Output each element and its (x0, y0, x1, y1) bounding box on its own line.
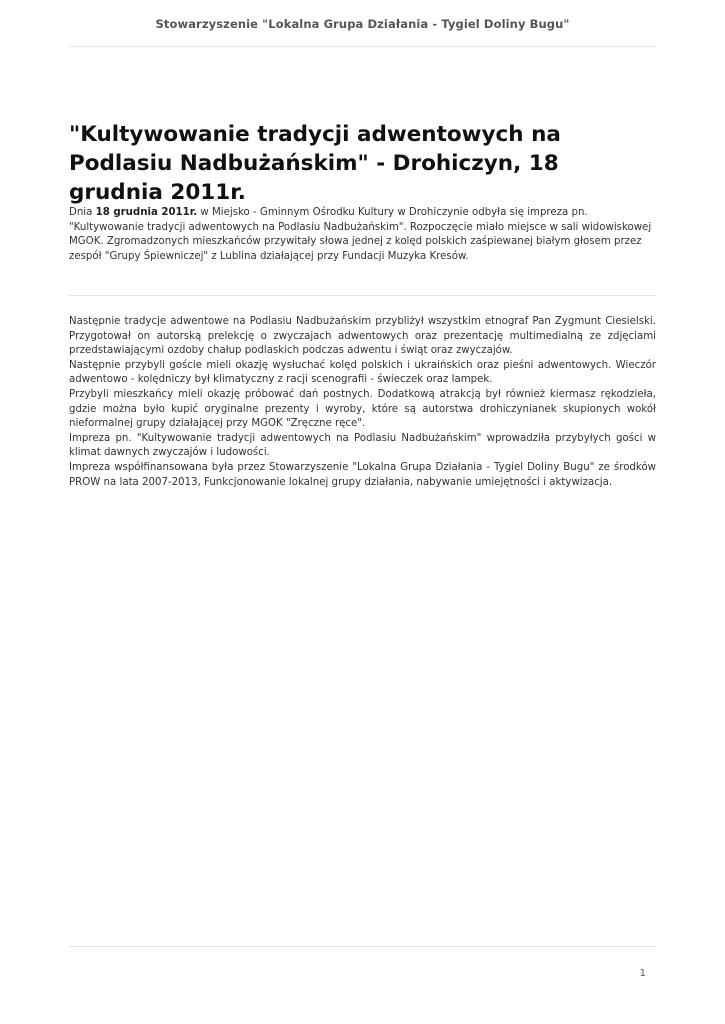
article-body (69, 315, 656, 490)
footer-divider (69, 946, 656, 947)
article-title: "Kultywowanie tradycji adwentowych na Podlasiu Nadbużańskim" - Drohiczyn, 18 grudnia 2011r. (69, 122, 561, 205)
page-number: 1 (639, 968, 646, 979)
body-paragraph: Następnie tradycje adwentowe na Podlasiu Nadbużańskim przybliżył wszystkim etnograf Pan Zygmunt Ciesielski. Przygotował on autorską prelekcję o zwyczajach adwentowych oraz prezentację multimedialną ze zdjęciami przedstawiającymi ozdoby chałup podlaskich podczas adwentu i świąt oraz zwyczajów. (69, 316, 656, 357)
header-divider (69, 46, 656, 47)
intro-text: w Miejsko - Gminnym Ośrodku Kultury w Drohiczynie odbyła się impreza pn. "Kultywowanie tradycji adwentowych na Podlasiu Nadbużańskim". Rozpoczęcie miało miejsce w sali widowiskowej MGOK. Zgromadzonych mieszkańców przywitały słowa jednej z kolęd polskich zaśpiewanej białym głosem przez zespół "Grupy Śpiewniczej" z Lublina działającej przy Fundacji Muzyka Kresów. (69, 207, 652, 262)
article-intro (69, 206, 656, 264)
page-header-organization: Stowarzyszenie "Lokalna Grupa Działania - Tygiel Doliny Bugu" (155, 17, 570, 31)
body-paragraph: Impreza pn. "Kultywowanie tradycji adwentowych na Podlasiu Nadbużańskim" wprowadziła przybyłych gości w klimat dawnych zwyczajów i ludowości. (69, 432, 656, 459)
body-paragraph: Przybyli mieszkańcy mieli okazję próbować dań postnych. Dodatkową atrakcją był również kiermasz rękodzieła, gdzie można było kupić oryginalne prezenty i wyroby, które są autorstwa drohiczynianek skupionych wokół nieformalnej grupy działającej przy MGOK "Zręczne ręce". (69, 388, 656, 430)
intro-date: 18 grudnia 2011r. (95, 207, 198, 218)
intro-prefix: Dnia (69, 207, 96, 218)
body-paragraph: Następnie przybyli goście mieli okazję wysłuchać kolęd polskich i ukraińskich oraz pieśni adwentowych. Wieczór adwentowo - kolędniczy był klimatyczny z racji scenografii - świeczek oraz lampek. (69, 359, 656, 386)
body-paragraph: Impreza współfinansowana była przez Stowarzyszenie "Lokalna Grupa Działania - Tygiel Doliny Bugu" ze środków PROW na lata 2007-2013, Funkcjonowanie lokalnej grupy działania, nabywanie umiejętności i aktywizacja. (69, 461, 656, 488)
section-divider (69, 295, 656, 296)
